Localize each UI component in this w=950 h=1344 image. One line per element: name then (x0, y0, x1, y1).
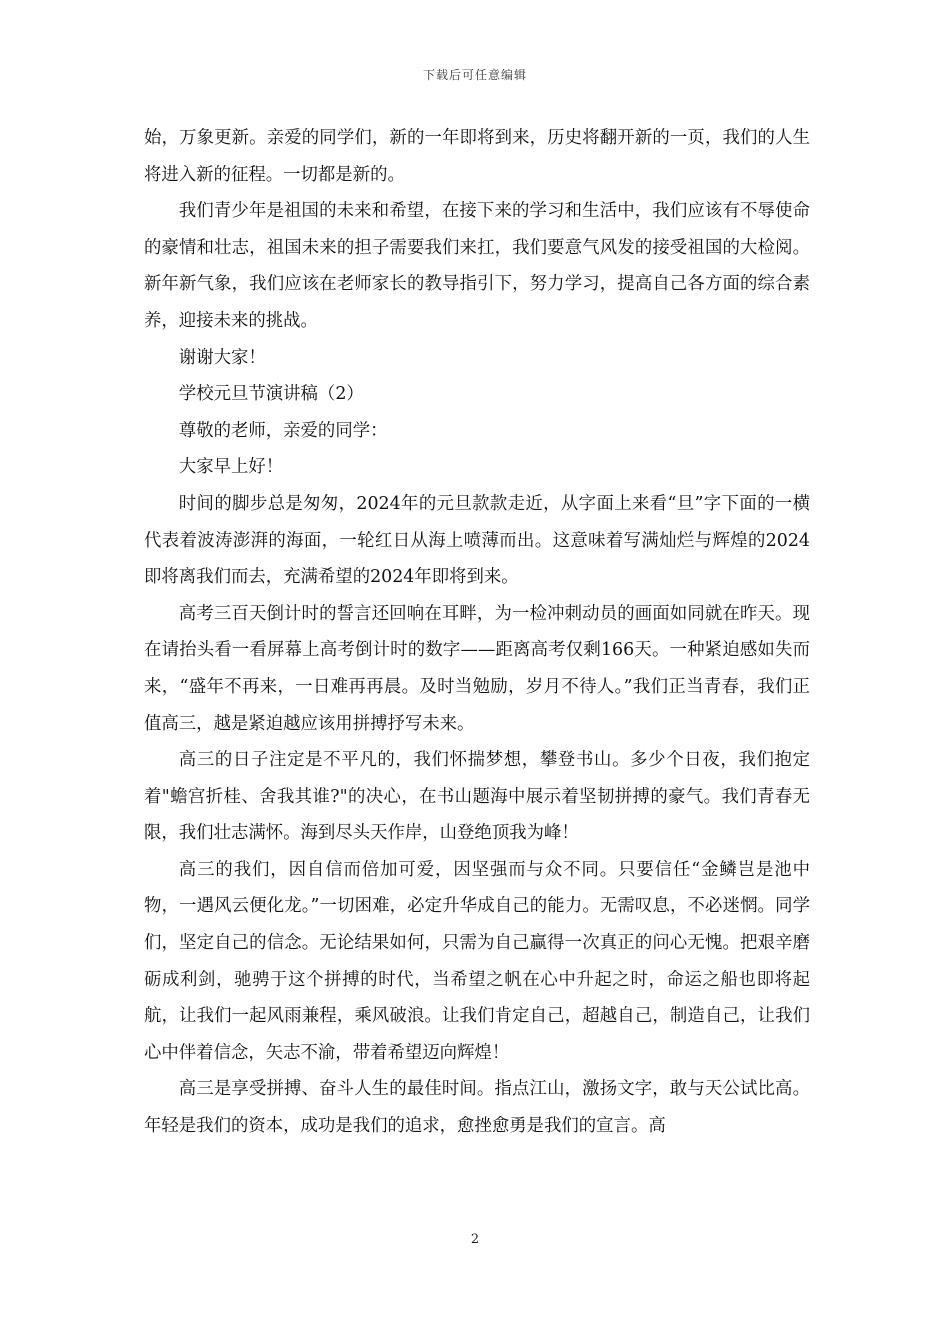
paragraph-continuation: 始，万象更新。亲爱的同学们，新的一年即将到来，历史将翻开新的一页，我们的人生将进入新的征程。一切都是新的。 (144, 128, 810, 185)
paragraph-thanks: 谢谢大家！ (178, 347, 266, 368)
paragraph: 我们青少年是祖国的未来和希望，在接下来的学习和生活中，我们应该有不辱使命的豪情和壮志，祖国未来的担子需要我们来扛，我们要意气风发的接受祖国的大检阅。新年新气象，我们应该在老师家长的教导指引下，努力学习，提高自己各方面的综合素养，迎接未来的挑战。 (144, 201, 810, 331)
paragraph: 时间的脚步总是匆匆，2024年的元旦款款走近，从字面上来看“旦”字下面的一横代表着波涛澎湃的海面，一轮红日从海上喷薄而出。这意味着写满灿烂与辉煌的2024即将离我们而去，充满希望的2024年即将到来。 (144, 493, 810, 588)
paragraph: 高考三百天倒计时的誓言还回响在耳畔，为一检冲刺动员的画面如同就在昨天。现在请抬头看一看屏幕上高考倒计时的数字——距离高考仅剩166天。一种紧迫感如失而来，“盛年不再来，一日难再再晨。及时当勉励，岁月不待人。”我们正当青春，我们正值高三，越是紧迫越应该用拼搏抒写未来。 (144, 603, 810, 734)
paragraph: 高三的日子注定是不平凡的，我们怀揣梦想，攀登书山。多少个日夜，我们抱定着"蟾宫折桂、舍我其谁?"的决心，在书山题海中展示着坚韧拼搏的豪气。我们青春无限，我们壮志满怀。海到尽头天作岸，山登绝顶我为峰！ (144, 750, 810, 844)
page-number: 2 (470, 1232, 480, 1247)
section-title: 学校元旦节演讲稿（2） (178, 384, 364, 405)
greeting: 大家早上好！ (178, 457, 284, 478)
salutation: 尊敬的老师，亲爱的同学： (178, 420, 388, 441)
paragraph: 高三的我们，因自信而倍加可爱，因坚强而与众不同。只要信任“金鳞岂是池中物，一遇风云便化龙。”一切困难，必定升华成自己的能力。无需叹息，不必迷惘。同学们，坚定自己的信念。无论结果如何，只需为自己赢得一次真正的问心无愧。把艰辛磨砺成利剑，驰骋于这个拼搏的时代，当希望之帆在心中升起之时，命运之船也即将起航，让我们一起风雨兼程，乘风破浪。让我们肯定自己，超越自己，制造自己，让我们心中伴着信念，矢志不渝，带着希望迈向辉煌！ (144, 859, 810, 1063)
page-header: 下载后可任意编辑 (422, 68, 527, 82)
paragraph: 高三是享受拼搏、奋斗人生的最佳时间。指点江山，激扬文字，敢与天公试比高。年轻是我们的资本，成功是我们的追求，愈挫愈勇是我们的宣言。高 (144, 1079, 810, 1137)
document-body (144, 120, 810, 1145)
